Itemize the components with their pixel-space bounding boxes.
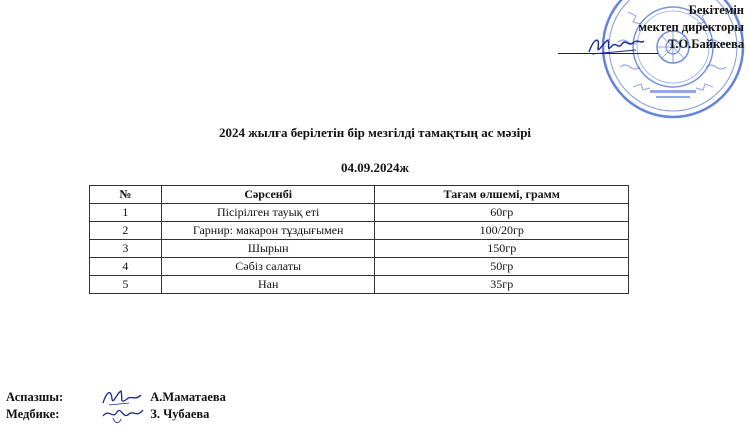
table-row: [90, 276, 629, 294]
director-position: мектеп директоры: [638, 20, 744, 34]
director-signature: [586, 32, 646, 60]
document-title: 2024 жылға берілетін бір мезгілді тамақтың ас мәзірі: [218, 125, 532, 140]
director-name: Т.О.Байкеева: [668, 37, 744, 51]
table-row: [90, 240, 629, 258]
header-day: Сәрсенбі: [161, 186, 375, 204]
row-dish: Шырын: [161, 240, 375, 258]
row-dish: Пісірілген тауық еті: [161, 204, 375, 222]
header-portion: Тағам өлшемі, грамм: [375, 186, 629, 204]
row-number: 4: [90, 258, 162, 276]
cook-role-label: Аспазшы:: [6, 389, 64, 404]
row-dish: Сәбіз салаты: [161, 258, 375, 276]
row-number: 5: [90, 276, 162, 294]
row-number: 1: [90, 204, 162, 222]
nurse-signature: [99, 404, 147, 426]
nurse-signature-row: [6, 404, 209, 426]
row-number: 2: [90, 222, 162, 240]
row-portion: 60гр: [375, 204, 629, 222]
row-number: 3: [90, 240, 162, 258]
header-number: №: [90, 186, 162, 204]
table-row: [90, 258, 629, 276]
menu-table: [89, 185, 629, 294]
row-dish: Гарнир: макарон тұздығымен: [161, 222, 375, 240]
table-row: [90, 204, 629, 222]
nurse-name: З. Чубаева: [150, 406, 210, 421]
row-portion: 35гр: [375, 276, 629, 294]
row-dish: Нан: [161, 276, 375, 294]
document-date: 04.09.2024ж: [341, 160, 409, 175]
approval-heading: Бекітемін: [688, 3, 744, 17]
cook-name: А.Маматаева: [150, 389, 226, 404]
row-portion: 100/20гр: [375, 222, 629, 240]
row-portion: 150гр: [375, 240, 629, 258]
table-header-row: [90, 186, 629, 204]
nurse-role-label: Медбике:: [6, 406, 60, 421]
approval-block: [639, 2, 744, 53]
row-portion: 50гр: [375, 258, 629, 276]
table-row: [90, 222, 629, 240]
